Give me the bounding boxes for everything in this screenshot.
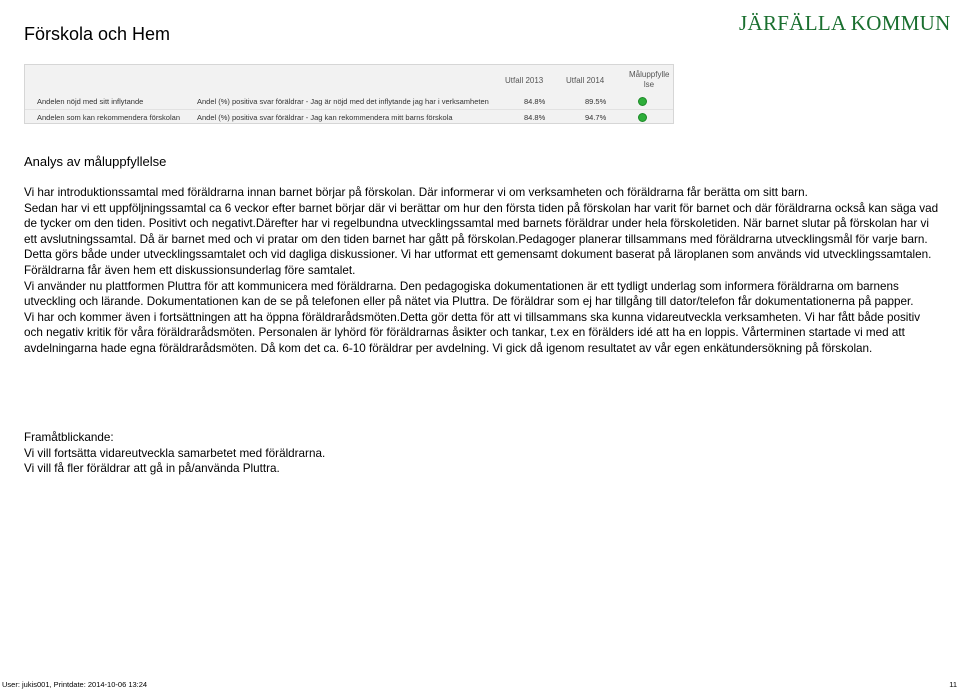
column-header-2014: Utfall 2014 [566,76,605,85]
kpi-value-2014: 94.7% [585,113,607,122]
analysis-paragraph: Vi har och kommer även i fortsättningen att ha öppna föräldrarådsmöten.Detta gör detta för att vi tillsammans ska kunna vidareutveckla verksamheten. Vi har fått både positiv och negativ kritik för våra föräldrarådsmöten. Personalen är lyhörd för föräldrarnas åsikter och tankar, t.ex en förälders idé att ha en loppis. Vårterminen startade vi med att avdelningarna hade egna föräldrarådsmöten. Då kom det ca. 6-10 föräldrar per avdelning. Vi gick då igenom resultatet av vår egen enkätundersökning på förskolan. [24,310,921,355]
analysis-paragraph: Vi har introduktionssamtal med föräldrarna innan barnet börjar på förskolan. Där informerar vi om verksamheten och föräldrarna får berätta om sitt barn. [24,186,808,199]
column-header-goal: Måluppfylle lse [629,70,670,89]
kpi-value-2014: 89.5% [585,97,607,106]
table-row [25,94,673,109]
kpi-value-2013: 84.8% [524,97,546,106]
logo-text: JÄRFÄLLA KOMMUN [739,10,951,35]
goal-status-indicator [638,113,647,122]
kpi-name: Andelen som kan rekommendera förskolan [37,113,180,122]
kpi-description: Andel (%) positiva svar föräldrar - Jag är nöjd med det inflytande jag har i verksamheten [197,97,489,106]
page-title: Förskola och Hem [24,24,171,44]
kpi-value-2013: 84.8% [524,113,546,122]
kpi-table-header [25,65,673,95]
municipality-logo [733,4,951,42]
forward-line: Vi vill fortsätta vidareutveckla samarbetet med föräldrarna. [24,446,326,460]
kpi-name: Andelen nöjd med sitt inflytande [37,97,144,106]
kpi-description: Andel (%) positiva svar föräldrar - Jag kan rekommendera mitt barns förskola [197,113,453,122]
analysis-paragraph: Vi använder nu plattformen Pluttra för att kommunicera med föräldrarna. Den pedagogiska dokumentationen är ett tydligt underlag som informera föräldrarna om barnens utveckling och lärande. Dokumentationen kan de se på telefonen eller på nätet via Pluttra. De föräldrar som ej har tillgång till dator/telefon får dokumentationerna på papper. [24,279,914,309]
print-info: User: jukis001, Printdate: 2014-10-06 13:24 [2,680,148,689]
forward-looking-section [24,430,624,477]
table-row [25,109,673,125]
forward-line: Vi vill få fler föräldrar att gå in på/använda Pluttra. [24,462,280,476]
analysis-paragraph: Sedan har vi ett uppföljningssamtal ca 6 veckor efter barnet börjar där vi berättar om hur den första tiden på förskolan har varit för barnet och där föräldrarna också kan säga vad de tycker om den tiden. Positivt och negativt.Därefter har vi regelbundna utvecklingssamtal med barnets föräldrar under hela förskoletiden. När barnet slutar på förskolan har vi ett avslutningssamtal. Då är barnet med och vi pratar om den tiden barnet har gått på förskolan.Pedagoger planerar tillsammans med föräldrarna utvecklingsmål för varje barn. Detta görs både under utvecklingssamtalet och vid dagliga diskussioner. Vi har utformat ett gemensamt dokument baserat på läroplanen som används vid utvecklingssamtalen. Föräldrarna får även hem ett diskussionsunderlag före samtalet. [24,201,939,277]
forward-heading: Framåtblickande: [24,431,114,444]
analysis-body [24,185,939,357]
page-number: 11 [949,680,957,689]
kpi-table [24,64,674,124]
goal-status-indicator [638,97,647,106]
analysis-title: Analys av måluppfyllelse [24,154,167,169]
column-header-2013: Utfall 2013 [505,76,544,85]
